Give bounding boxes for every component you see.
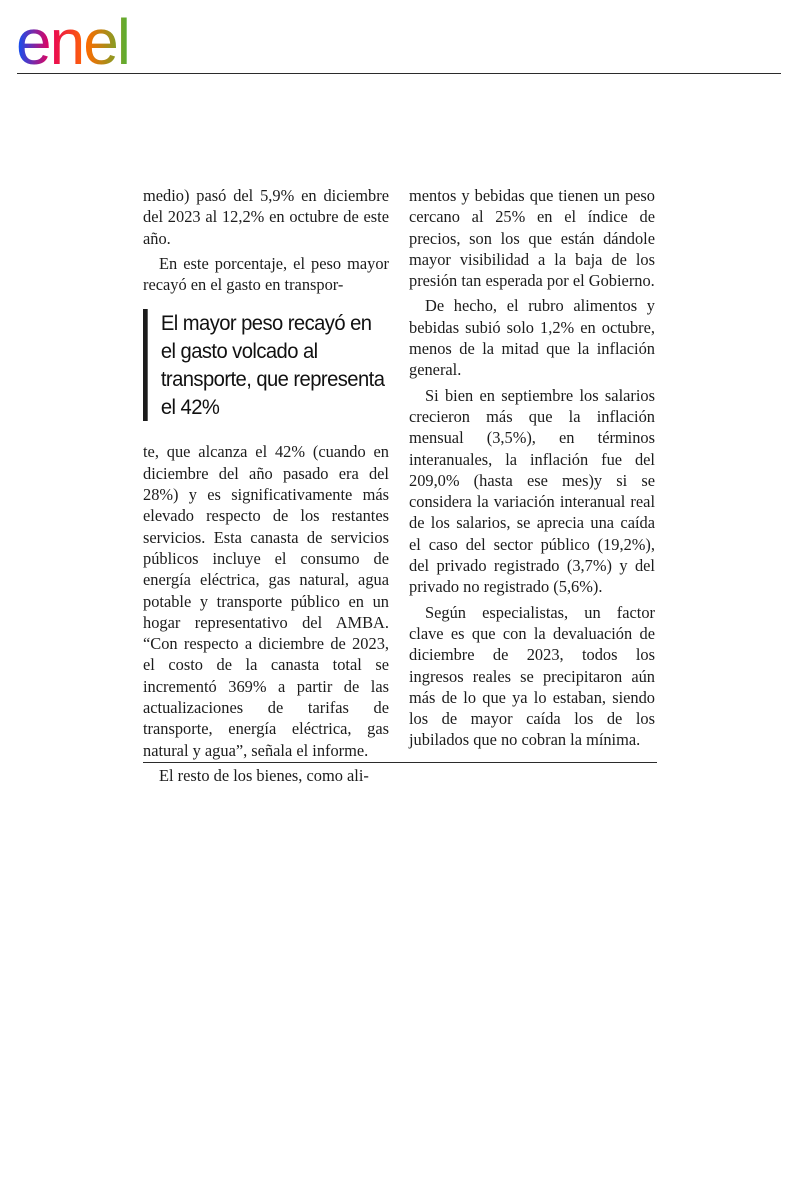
paragraph-continued: mentos y bebidas que tienen un peso cercano al 25% en el índice de precios, son los que están dándole mayor visibilidad a la baja de los presión tan esperada por el Gobierno. [409,186,655,291]
header-divider [17,73,781,74]
logo-wordmark: enel [16,6,129,72]
enel-logo [14,6,184,72]
left-column [143,185,389,786]
pull-quote: El mayor peso recayó en el gasto volcado al transporte, que representa el 42% [143,309,386,421]
paragraph: De hecho, el rubro alimentos y bebidas subió solo 1,2% en octubre, menos de la mitad que la inflación general. [409,296,655,380]
paragraph: Si bien en septiembre los salarios crecieron más que la inflación mensual (3,5%), en términos interanuales, la inflación fue del 209,0% (hasta ese mes)y si se considera la variación interanual real de los salarios, se aprecia una caída el caso del sector público (19,2%), del privado registrado (3,7%) y del privado no registrado (5,6%). [409,385,655,597]
paragraph-continued: medio) pasó del 5,9% en diciembre del 2023 al 12,2% en octubre de este año. [143,186,389,248]
paragraph: te, que alcanza el 42% (cuando en diciembre del año pasado era del 28%) y es significativamente más elevado respecto de los restantes servicios. Esta canasta de servicios públicos incluye el consumo de energía eléctrica, gas natural, agua potable y transporte público en un hogar representativo del AMBA. “Con respecto a diciembre de 2023, el costo de la canasta total se incrementó 369% a partir de las actualizaciones de tarifas de transporte, energía eléctrica, gas natural y agua”, señala el informe. [143,442,389,760]
right-column [409,185,655,751]
article-end-divider [143,762,657,763]
paragraph: En este porcentaje, el peso mayor recayó en el gasto en transpor- [143,253,389,295]
paragraph: El resto de los bienes, como ali- [159,765,369,785]
paragraph: Según especialistas, un factor clave es que con la devaluación de diciembre de 2023, todos los ingresos reales se precipitaron aún más de lo que ya lo estaban, siendo los de mayor caída los de los jubilados que no cobran la mínima. [409,602,655,750]
